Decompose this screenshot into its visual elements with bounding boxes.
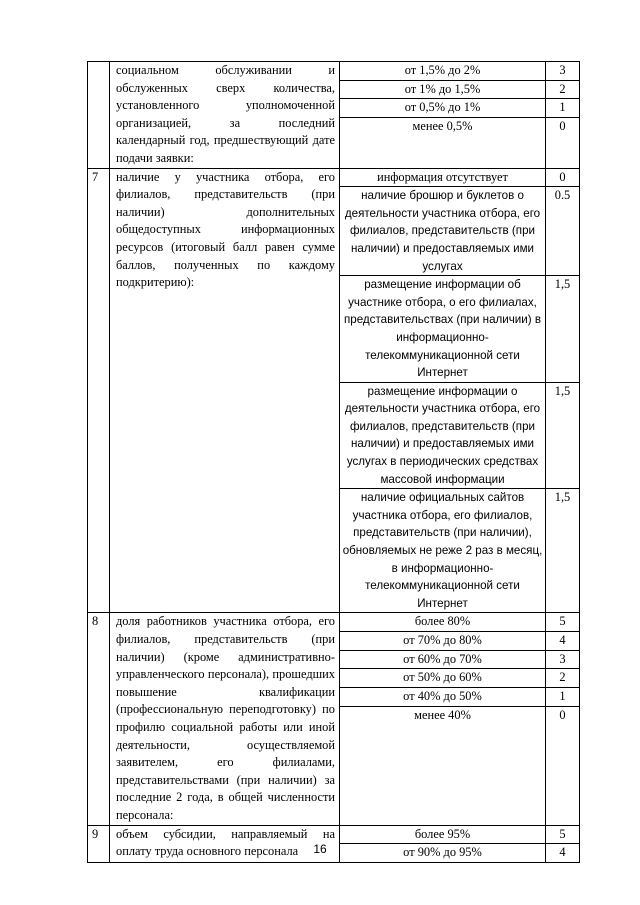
option-label: от 90% до 95% (340, 844, 546, 863)
option-label: наличие брошюр и буклетов о деятельности участника отбора, его филиалов, представительств (при наличии) и предоставляемых ими услугах (340, 187, 546, 276)
criteria-table (87, 61, 580, 863)
table-row (88, 825, 580, 844)
option-label: от 1,5% до 2% (340, 62, 546, 81)
option-label: от 40% до 50% (340, 688, 546, 707)
option-points: 5 (546, 613, 580, 632)
option-points: 1,5 (546, 489, 580, 613)
option-label: менее 0,5% (340, 118, 546, 168)
option-label: менее 40% (340, 706, 546, 825)
option-points: 0.5 (546, 187, 580, 276)
option-label: от 0,5% до 1% (340, 99, 546, 118)
option-label: размещение информации о деятельности участника отбора, его филиалов, представительств (при наличии) и предоставляемых ими услугах в периодических средствах массовой информации (340, 382, 546, 489)
page-number: 16 (313, 842, 327, 856)
option-label: от 70% до 80% (340, 632, 546, 651)
table-row (88, 62, 580, 81)
option-label: наличие официальных сайтов участника отбора, его филиалов, представительств (при наличии), обновляемых не реже 2 раз в месяц, в информационно-телекоммуникационной сети Интернет (340, 489, 546, 613)
criterion-description: объем субсидии, направляемый на оплату труда основного персонала (110, 825, 340, 862)
criterion-number (88, 62, 110, 169)
option-points: 1,5 (546, 276, 580, 383)
option-points: 1 (546, 688, 580, 707)
option-points: 0 (546, 168, 580, 187)
criterion-description: доля работников участника отбора, его филиалов, представительств (при наличии) (кроме административно-управленческого персонала), прошедших повышение квалификации (профессиональную переподготовку) по профилю социальной работы или иной деятельности, осуществляемой заявителем, его филиалами, представительствами (при наличии) за последние 2 года, в общей численности персонала: (110, 613, 340, 825)
criterion-number: 9 (88, 825, 110, 862)
option-points: 2 (546, 669, 580, 688)
option-points: 1 (546, 99, 580, 118)
criterion-number: 8 (88, 613, 110, 825)
criterion-description: социальном обслуживании и обслуженных сверх количества, установленного уполномоченной организацией, за последний календарный год, предшествующий дате подачи заявки: (110, 62, 340, 169)
option-points: 3 (546, 62, 580, 81)
option-points: 3 (546, 650, 580, 669)
option-label: более 80% (340, 613, 546, 632)
option-label: от 50% до 60% (340, 669, 546, 688)
option-points: 0 (546, 706, 580, 825)
option-label: размещение информации об участнике отбора, о его филиалах, представительствах (при наличии) в информационно-телекоммуникационной сети Интернет (340, 276, 546, 383)
option-points: 1,5 (546, 382, 580, 489)
criterion-number: 7 (88, 168, 110, 613)
option-points: 0 (546, 118, 580, 168)
table-row (88, 168, 580, 187)
option-points: 2 (546, 80, 580, 99)
option-points: 5 (546, 825, 580, 844)
option-label: от 1% до 1,5% (340, 80, 546, 99)
option-points: 4 (546, 844, 580, 863)
table-row (88, 613, 580, 632)
criterion-description: наличие у участника отбора, его филиалов, представительств (при наличии) дополнительных общедоступных информационных ресурсов (итоговый балл равен сумме баллов, полученных по каждому подкритерию): (110, 168, 340, 613)
option-points: 4 (546, 632, 580, 651)
option-label: более 95% (340, 825, 546, 844)
option-label: информация отсутствует (340, 168, 546, 187)
option-label: от 60% до 70% (340, 650, 546, 669)
